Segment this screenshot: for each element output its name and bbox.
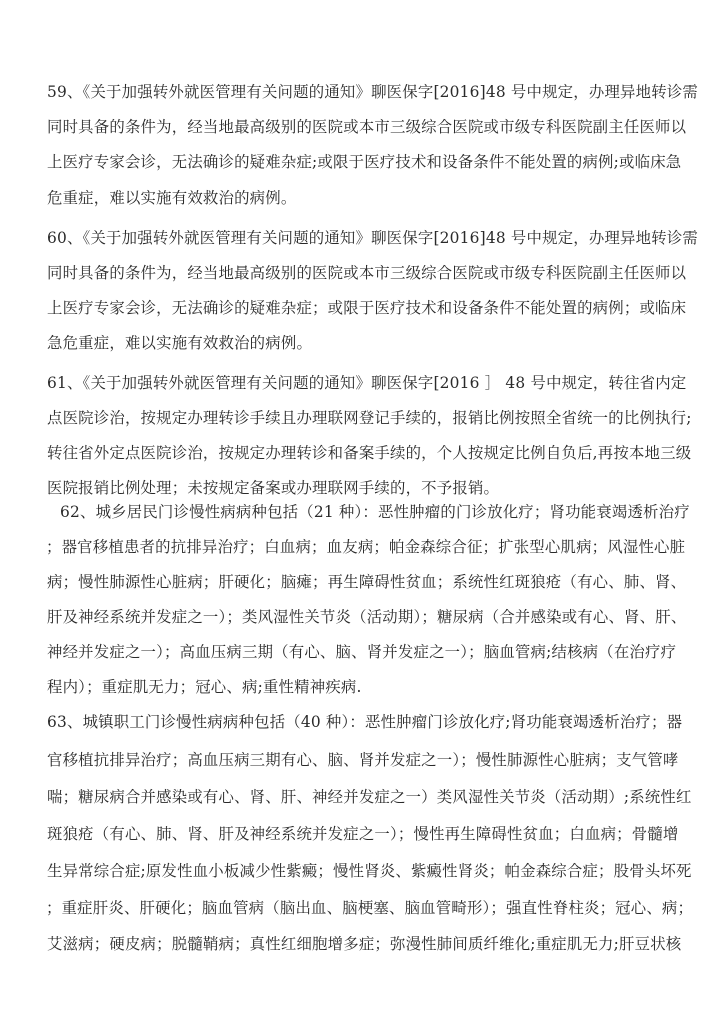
text-line: 63、城镇职工门诊慢性病病种包括（40 种）：恶性肿瘤门诊放化疗;肾功能衰竭透析治疗；器 bbox=[47, 713, 683, 731]
text-line: ；重症肝炎、肝硬化；脑血管病（脑出血、脑梗塞、脑血管畸形）；强直性脊柱炎；冠心、病； bbox=[46, 899, 694, 917]
text-line: 同时具备的条件为，经当地最高级别的医院或本市三级综合医院或市级专科医院副主任医师以 bbox=[47, 118, 687, 136]
text-line: 生异常综合症;原发性血小板减少性紫癜；慢性肾炎、紫癜性肾炎；帕金森综合症；股骨头坏死 bbox=[47, 862, 692, 880]
text-line: 61、《关于加强转外就医管理有关问题的通知》聊医保字[2016 ］ 48 号中规定，转往省内定 bbox=[47, 374, 687, 392]
text-line: ；器官移植患者的抗排异治疗；白血病；血友病；帕金森综合征；扩张型心肌病；风湿性心脏 bbox=[46, 538, 686, 556]
text-line: 同时具备的条件为，经当地最高级别的医院或本市三级综合医院或市级专科医院副主任医师以 bbox=[47, 264, 687, 282]
text-line: 医院报销比例处理；未按规定备案或办理联网手续的，不予报销。 bbox=[47, 479, 500, 497]
text-line: 点医院诊治，按规定办理转诊手续且办理联网登记手续的，报销比例按照全省统一的比例执行; bbox=[47, 409, 692, 427]
text-line: 喘；糖尿病合并感染或有心、肾、肝、神经并发症之一）类风湿性关节炎（活动期）;系统性红 bbox=[47, 788, 692, 806]
text-line: 急危重症，难以实施有效救治的病例。 bbox=[47, 334, 313, 352]
text-line: 官移植抗排异治疗；高血压病三期有心、脑、肾并发症之一）；慢性肺源性心脏病；支气管哮 bbox=[47, 751, 679, 769]
text-line: 59、《关于加强转外就医管理有关问题的通知》聊医保字[2016]48 号中规定，办理异地转诊需 bbox=[47, 83, 698, 101]
text-line: 62、城乡居民门诊慢性病病种包括（21 种）：恶性肿瘤的门诊放化疗；肾功能衰竭透析治疗 bbox=[60, 503, 690, 521]
text-line: 转往省外定点医院诊治，按规定办理转诊和备案手续的，个人按规定比例自负后,再按本地三级 bbox=[47, 444, 692, 462]
text-line: 斑狼疮（有心、肺、肾、肝及神经系统并发症之一）；慢性再生障碍性贫血；白血病；骨髓增 bbox=[47, 825, 679, 843]
text-line: 肝及神经系统并发症之一）；类风湿性关节炎（活动期）；糖尿病（合并感染或有心、肾、肝、 bbox=[47, 608, 687, 626]
text-line: 60、《关于加强转外就医管理有关问题的通知》聊医保字[2016]48 号中规定，办理异地转诊需 bbox=[47, 229, 698, 247]
text-line: 病；慢性肺源性心脏病；肝硬化；脑瘫；再生障碍性贫血；系统性红斑狼疮（有心、肺、肾、 bbox=[47, 573, 687, 591]
text-line: 程内）；重症肌无力；冠心、病;重性精神疾病. bbox=[47, 678, 362, 696]
text-line: 上医疗专家会诊，无法确诊的疑难杂症;或限于医疗技术和设备条件不能处置的病例;或临床急 bbox=[47, 153, 682, 171]
text-line: 艾滋病；硬皮病；脱髓鞘病；真性红细胞增多症；弥漫性肺间质纤维化;重症肌无力;肝豆状核 bbox=[47, 935, 682, 953]
text-line: 上医疗专家会诊，无法确诊的疑难杂症；或限于医疗技术和设备条件不能处置的病例；或临床 bbox=[47, 299, 687, 317]
text-line: 危重症，难以实施有效救治的病例。 bbox=[47, 189, 297, 207]
text-line: 神经并发症之一）；高血压病三期（有心、脑、肾并发症之一）；脑血管病;结核病（在治疗疗 bbox=[47, 643, 677, 661]
